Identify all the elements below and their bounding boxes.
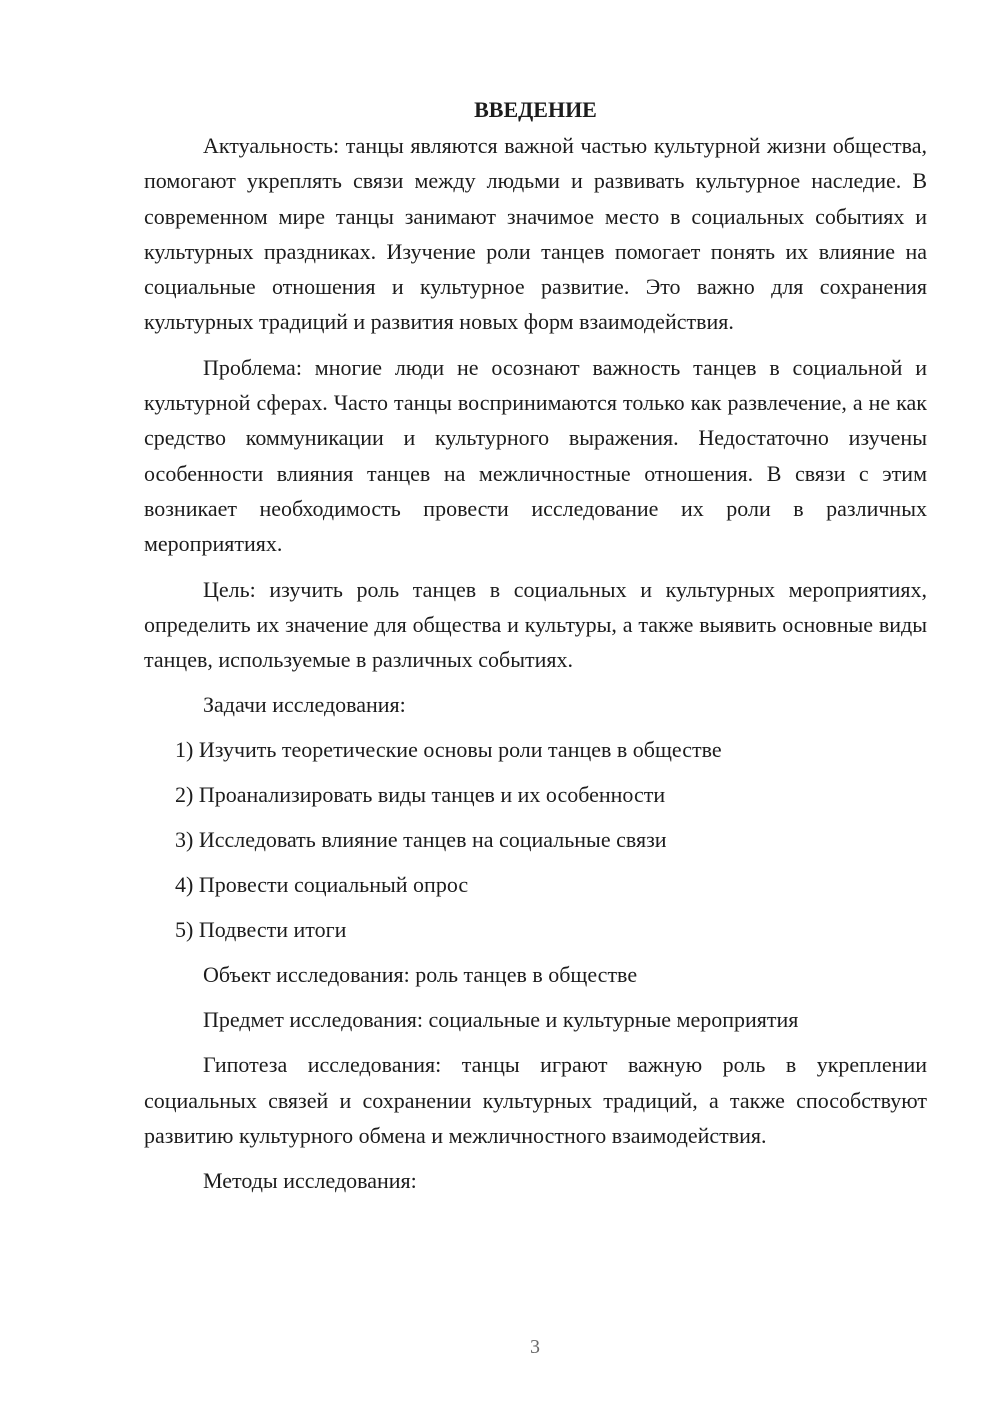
methods-heading: Методы исследования: bbox=[203, 1168, 417, 1194]
paragraph-subject: Предмет исследования: социальные и культурные мероприятия bbox=[203, 1007, 799, 1033]
paragraph-problem: Проблема: многие люди не осознают важность танцев в социальной и культурной сферах. Часто танцы воспринимаются только как развлечение, а не как средство коммуникации и культурного выражения. Недостаточно изучены особенности влияния танцев на межличностные отношения. В связи с этим возникает необходимость провести исследование их роли в различных мероприятиях. bbox=[144, 354, 927, 557]
list-item: 5) Подвести итоги bbox=[175, 917, 347, 943]
list-item: 4) Провести социальный опрос bbox=[175, 872, 469, 898]
paragraph-relevance: Актуальность: танцы являются важной частью культурной жизни общества, помогают укреплять связи между людьми и развивать культурное наследие. В современном мире танцы занимают значимое место в социальных событиях и культурных праздниках. Изучение роли танцев помогает понять их влияние на социальные отношения и культурное развитие. Это важно для сохранения культурных традиций и развития новых форм взаимодействия. bbox=[144, 133, 927, 335]
paragraph-hypothesis: Гипотеза исследования: танцы играют важную роль в укреплении социальных связей и сохранении культурных традиций, а также способствуют развитию культурного обмена и межличностного взаимодействия. bbox=[144, 1052, 927, 1149]
list-item: 3) Исследовать влияние танцев на социальные связи bbox=[175, 827, 667, 853]
paragraph-object: Объект исследования: роль танцев в обществе bbox=[203, 962, 638, 988]
page-title: ВВЕДЕНИЕ bbox=[474, 97, 597, 122]
tasks-list bbox=[144, 732, 927, 947]
paragraph-goal: Цель: изучить роль танцев в социальных и культурных мероприятиях, определить их значение для общества и культуры, а также выявить основные виды танцев, используемые в различных событиях. bbox=[144, 576, 927, 673]
tasks-heading: Задачи исследования: bbox=[203, 692, 406, 718]
page-number: 3 bbox=[530, 1336, 540, 1358]
list-item: 1) Изучить теоретические основы роли танцев в обществе bbox=[175, 737, 722, 763]
list-item: 2) Проанализировать виды танцев и их особенности bbox=[175, 782, 666, 808]
page-content bbox=[144, 92, 927, 1198]
